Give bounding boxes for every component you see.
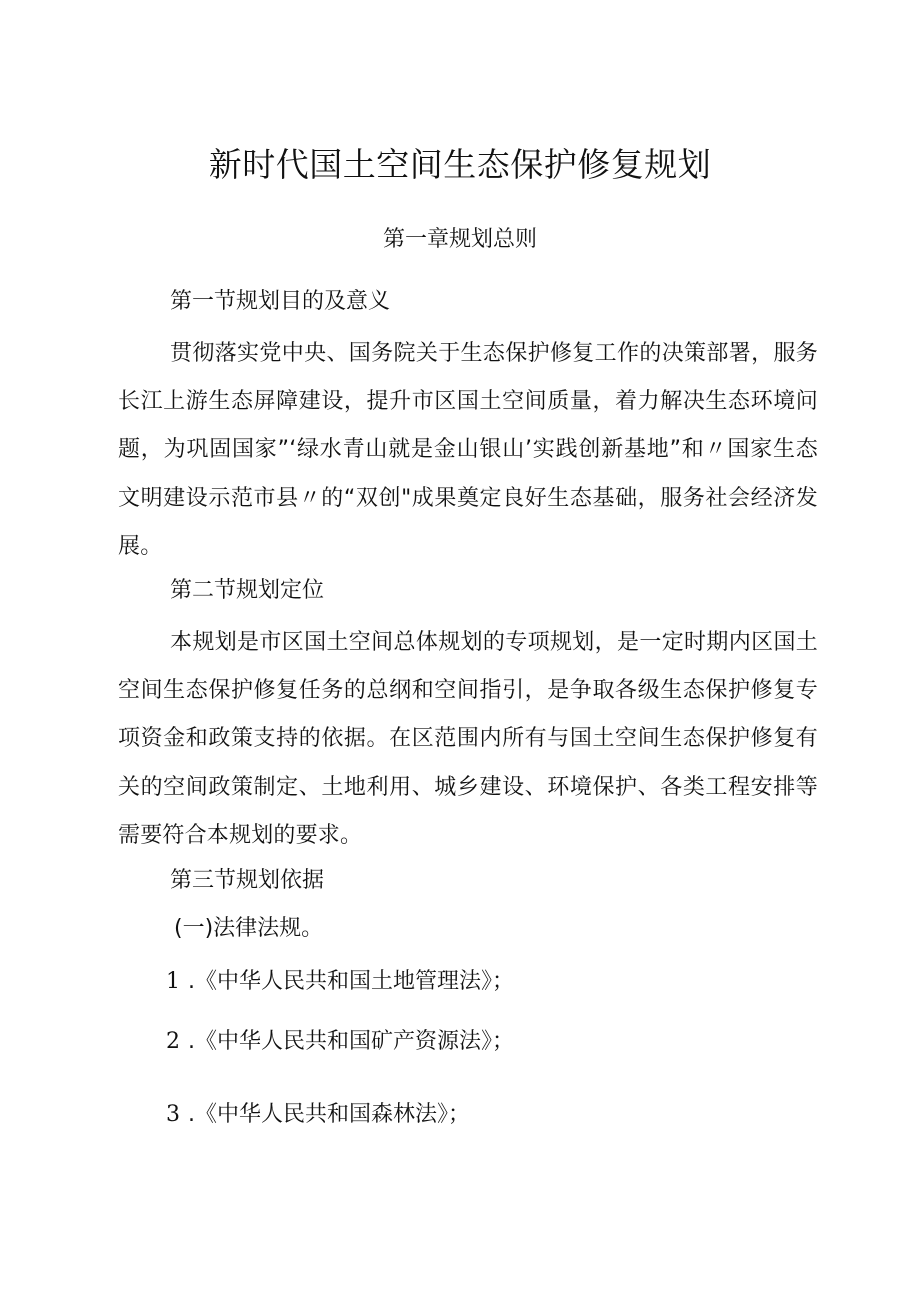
list-item-text: .《中华人民共和国森林法》； — [188, 1102, 470, 1127]
list-item-text: .《中华人民共和国矿产资源法》； — [188, 1029, 514, 1054]
subsection-heading: (一)法律法规。 — [174, 916, 324, 941]
section-heading-3: 第三节规划依据 — [170, 868, 325, 893]
list-item-text: .《中华人民共和国土地管理法》； — [188, 969, 514, 994]
list-item — [166, 1022, 514, 1062]
list-item-number: 3 — [166, 1102, 180, 1127]
section-heading-2: 第二节规划定位 — [170, 578, 325, 603]
chapter-heading: 第一章规划总则 — [382, 227, 537, 252]
list-item — [166, 1095, 470, 1135]
section-paragraph-1: 贯彻落实党中央、国务院关于生态保护修复工作的决策部署，服务长江上游生态屏障建设，提升市区国土空间质量，着力解决生态环境问题，为巩固国家”‘绿水青山就是金山银山’实践创新基地”和〃国家生态文明建设示范市县〃的“双创"成果奠定良好生态基础，服务社会经济发展。 — [118, 341, 818, 559]
list-item — [166, 962, 514, 1002]
section-paragraph-2: 本规划是市区国土空间总体规划的专项规划，是一定时期内区国土空间生态保护修复任务的总纲和空间指引，是争取各级生态保护修复专项资金和政策支持的依据。在区范围内所有与国土空间生态保护修复有关的空间政策制定、土地利用、城乡建设、环境保护、各类工程安排等需要符合本规划的要求。 — [118, 630, 818, 848]
document-title: 新时代国土空间生态保护修复规划 — [208, 145, 712, 184]
list-item-number: 2 — [166, 1029, 180, 1054]
list-item-number: 1 — [166, 969, 180, 994]
section-heading-1: 第一节规划目的及意义 — [170, 289, 391, 314]
